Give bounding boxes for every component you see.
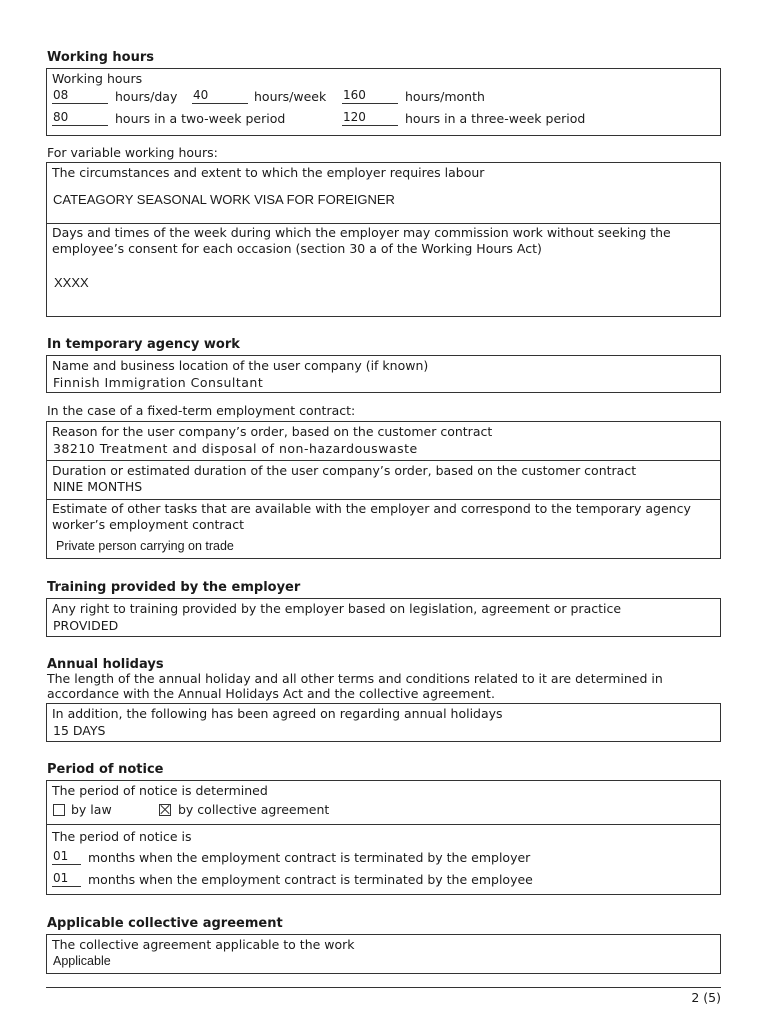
annual-holidays-value[interactable]: 15 DAYS xyxy=(53,723,106,738)
page-number: 2 (5) xyxy=(691,990,721,1005)
variable-hours-intro: For variable working hours: xyxy=(47,145,218,160)
training-heading: Training provided by the employer xyxy=(47,580,301,595)
divider xyxy=(47,499,720,500)
collective-agreement-value[interactable]: Applicable xyxy=(53,954,111,968)
user-company-box xyxy=(46,355,721,393)
by-collective-agreement-label: by collective agreement xyxy=(178,802,330,817)
estimate-label-line2: worker’s employment contract xyxy=(52,517,244,532)
notice-box xyxy=(46,780,721,895)
two-week-hours-unit: hours in a two-week period xyxy=(115,111,286,126)
training-label: Any right to training provided by the employer based on legislation, agreement or practice xyxy=(52,601,622,616)
by-collective-agreement-checkbox[interactable] xyxy=(159,804,171,816)
circumstances-value[interactable]: CATEAGORY SEASONAL WORK VISA FOR FOREIGNER xyxy=(53,192,395,207)
working-hours-label: Working hours xyxy=(52,71,143,86)
user-company-label: Name and business location of the user company (if known) xyxy=(52,358,429,373)
hours-per-day-field[interactable]: 08 xyxy=(52,88,108,104)
notice-heading: Period of notice xyxy=(47,762,164,777)
working-hours-heading: Working hours xyxy=(47,50,154,65)
hours-per-day-unit: hours/day xyxy=(115,89,178,104)
reason-label: Reason for the user company’s order, based on the customer contract xyxy=(52,424,493,439)
collective-agreement-heading: Applicable collective agreement xyxy=(47,916,283,931)
estimate-label-line1: Estimate of other tasks that are available with the employer and correspond to the temporary agency xyxy=(52,501,691,516)
hours-per-week-field[interactable]: 40 xyxy=(192,88,248,104)
user-company-value[interactable]: Finnish Immigration Consultant xyxy=(53,375,264,390)
temporary-agency-heading: In temporary agency work xyxy=(47,337,240,352)
annual-holidays-text-line2: accordance with the Annual Holidays Act and the collective agreement. xyxy=(47,686,495,701)
divider xyxy=(47,824,720,825)
employee-notice-field[interactable]: 01 xyxy=(52,871,81,887)
reason-value[interactable]: 38210 Treatment and disposal of non-hazardouswaste xyxy=(53,441,418,456)
three-week-hours-field[interactable]: 120 xyxy=(342,110,398,126)
days-label-line2: employee’s consent for each occasion (section 30 a of the Working Hours Act) xyxy=(52,241,542,256)
divider xyxy=(47,223,720,224)
by-law-checkbox[interactable] xyxy=(53,804,65,816)
collective-agreement-box xyxy=(46,934,721,974)
notice-period-label: The period of notice is xyxy=(52,829,192,844)
training-box xyxy=(46,598,721,637)
annual-holidays-box xyxy=(46,703,721,742)
footer-rule xyxy=(46,987,721,988)
days-value[interactable]: XXXX xyxy=(54,275,89,290)
circumstances-label: The circumstances and extent to which the employer requires labour xyxy=(52,165,485,180)
by-law-label: by law xyxy=(71,802,112,817)
hours-per-month-field[interactable]: 160 xyxy=(342,88,398,104)
training-value[interactable]: PROVIDED xyxy=(53,618,119,633)
collective-agreement-label: The collective agreement applicable to the work xyxy=(52,937,355,952)
hours-per-week-unit: hours/week xyxy=(254,89,327,104)
employee-notice-text: months when the employment contract is terminated by the employee xyxy=(88,872,533,887)
days-label-line1: Days and times of the week during which the employer may commission work without seeking the xyxy=(52,225,671,240)
fixed-term-intro: In the case of a fixed-term employment contract: xyxy=(47,403,356,418)
working-hours-box xyxy=(46,68,721,136)
annual-holidays-label: In addition, the following has been agreed on regarding annual holidays xyxy=(52,706,503,721)
variable-hours-box xyxy=(46,162,721,317)
annual-holidays-text-line1: The length of the annual holiday and all other terms and conditions related to it are determined in xyxy=(47,671,663,686)
employer-notice-text: months when the employment contract is terminated by the employer xyxy=(88,850,531,865)
employer-notice-field[interactable]: 01 xyxy=(52,849,81,865)
annual-holidays-heading: Annual holidays xyxy=(47,657,164,672)
fixed-term-box xyxy=(46,421,721,559)
three-week-hours-unit: hours in a three-week period xyxy=(405,111,586,126)
duration-label: Duration or estimated duration of the user company’s order, based on the customer contract xyxy=(52,463,637,478)
hours-per-month-unit: hours/month xyxy=(405,89,485,104)
estimate-value[interactable]: Private person carrying on trade xyxy=(56,539,234,553)
notice-determined-label: The period of notice is determined xyxy=(52,783,268,798)
divider xyxy=(47,460,720,461)
two-week-hours-field[interactable]: 80 xyxy=(52,110,108,126)
duration-value[interactable]: NINE MONTHS xyxy=(53,479,143,494)
